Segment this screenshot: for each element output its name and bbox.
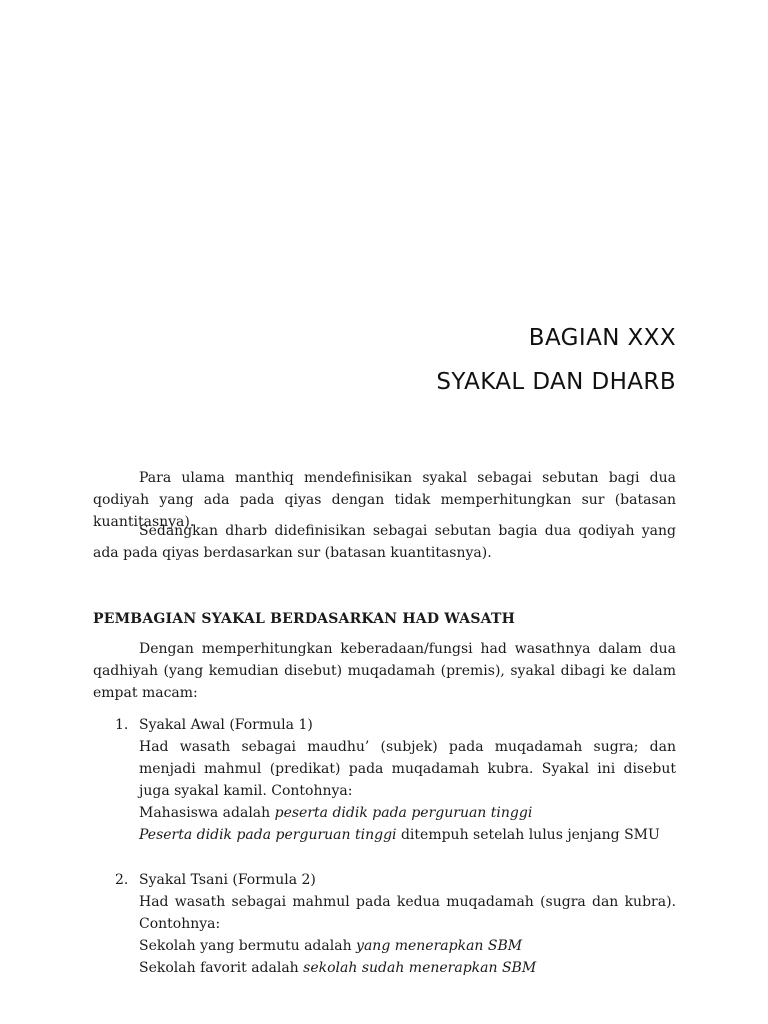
intro-paragraph-2 [93,520,676,564]
list-item-body [139,714,676,846]
list-item-description: Had wasath sebagai maudhu’ (subjek) pada muqadamah sugra; dan menjadi mahmul (predikat) pada muqadamah kubra. Syakal ini disebut juga syakal kamil. Contohnya: [139,739,676,799]
example-italic-text: Peserta didik pada perguruan tinggi [139,827,397,843]
example-line-1 [139,802,676,824]
section-intro-paragraph [93,638,676,704]
list-item-number: 1. [115,717,129,733]
example-plain-text: ditempuh setelah lulus jenjang SMU [396,827,660,843]
list-item [93,869,676,979]
document-page [93,0,676,1024]
example-plain-text: Sekolah yang bermutu adalah [139,938,357,954]
example-line-2 [139,824,676,846]
section-heading: PEMBAGIAN SYAKAL BERDASARKAN HAD WASATH [93,611,516,627]
list-item-body [139,869,676,979]
example-line-2 [139,957,676,979]
example-italic-text: peserta didik pada perguruan tinggi [274,805,533,821]
example-italic-text: sekolah sudah menerapkan SBM [303,960,537,976]
list-item-description: Had wasath sebagai mahmul pada kedua muqadamah (sugra dan kubra). Contohnya: [139,894,676,932]
list-item [93,714,676,846]
example-plain-text: Sekolah favorit adalah [139,960,304,976]
list-item-number: 2. [115,872,129,888]
list-item-title: Syakal Awal (Formula 1) [139,717,313,733]
chapter-title: SYAKAL DAN DHARB [436,369,676,395]
example-italic-text: yang menerapkan SBM [356,938,523,954]
example-plain-text: Mahasiswa adalah [139,805,275,821]
list-item-title: Syakal Tsani (Formula 2) [139,872,316,888]
paragraph-text: Sedangkan dharb didefinisikan sebagai sebutan bagia dua qodiyah yang ada pada qiyas berdasarkan sur (batasan kuantitasnya). [93,523,676,561]
chapter-label: BAGIAN XXX [528,325,676,351]
example-line-1 [139,935,676,957]
paragraph-text: Dengan memperhitungkan keberadaan/fungsi had wasathnya dalam dua qadhiyah (yang kemudian disebut) muqadamah (premis), syakal dibagi ke dalam empat macam: [93,641,676,701]
chapter-heading [436,316,676,404]
paragraph-text: Para ulama manthiq mendefinisikan syakal sebagai sebutan bagi dua qodiyah yang ada pada qiyas dengan tidak memperhitungkan sur (batasan kuantitasnya). [93,470,676,530]
